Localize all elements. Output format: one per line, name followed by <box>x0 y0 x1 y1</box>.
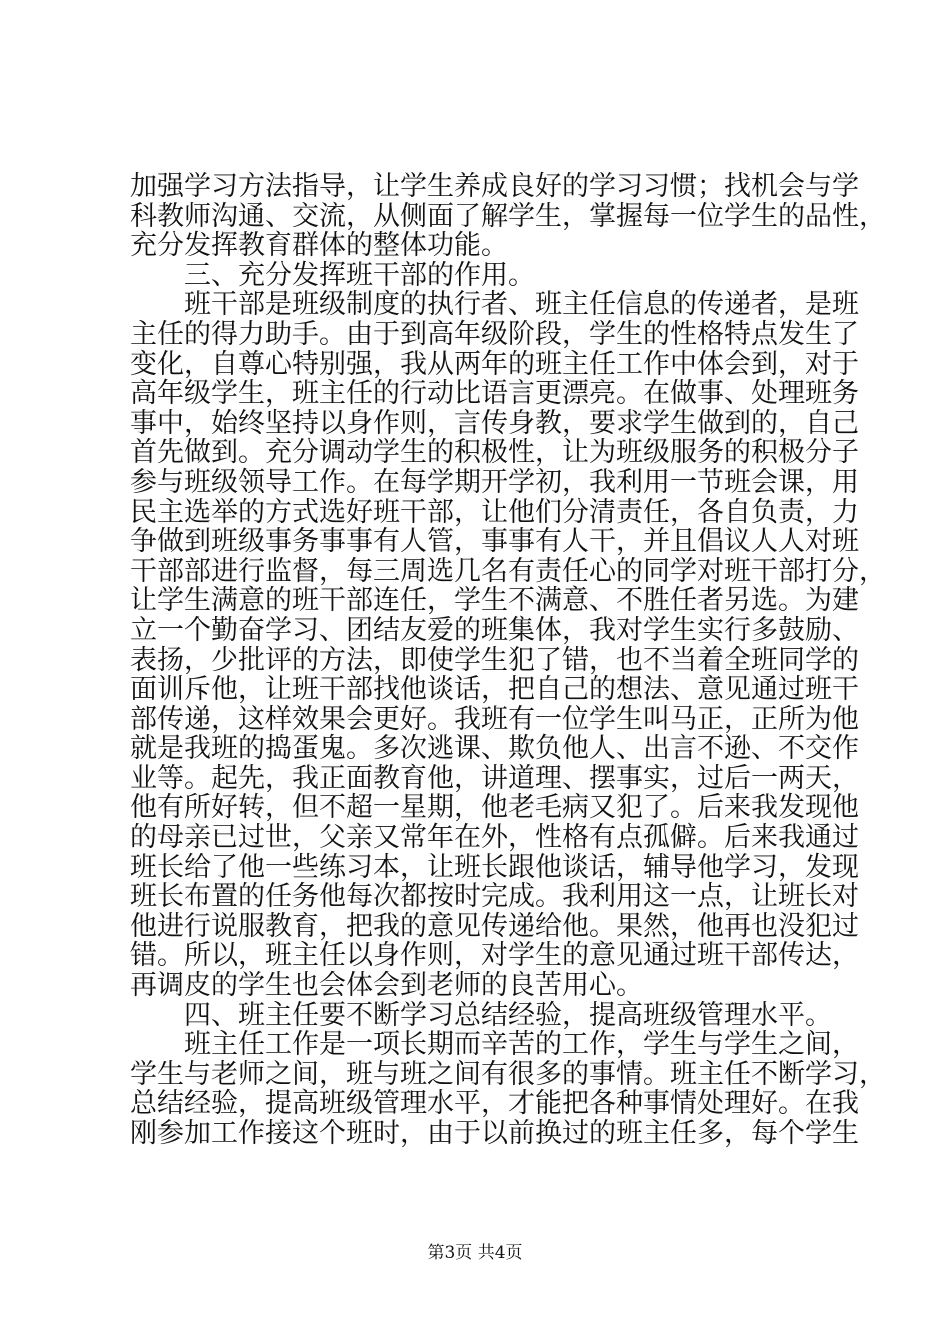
text-line: 变化，自尊心特别强，我从两年的班主任工作中体会到，对于 <box>130 348 859 380</box>
text-line: 首先做到。充分调动学生的积极性，让为班级服务的积极分子 <box>130 437 859 469</box>
text-line: 班干部是班级制度的执行者、班主任信息的传递者，是班 <box>184 289 859 321</box>
text-line: 干部部进行监督，每三周选几名有责任心的同学对班干部打分， <box>130 555 886 587</box>
text-line: 充分发挥教育群体的整体功能。 <box>130 230 508 262</box>
section-heading: 四、班主任要不断学习总结经验，提高班级管理水平。 <box>184 999 832 1031</box>
text-line: 让学生满意的班干部连任，学生不满意、不胜任者另选。为建 <box>130 585 859 617</box>
text-line: 加强学习方法指导，让学生养成良好的学习习惯；找机会与学 <box>130 171 859 202</box>
text-line: 争做到班级事务事事有人管，事事有人干，并且倡议人人对班 <box>130 526 859 558</box>
text-line: 高年级学生，班主任的行动比语言更漂亮。在做事、处理班务 <box>130 378 859 410</box>
text-line: 再调皮的学生也会体会到老师的良苦用心。 <box>130 970 643 1002</box>
text-line: 错。所以，班主任以身作则，对学生的意见通过班干部传达， <box>130 940 859 972</box>
text-line: 总结经验，提高班级管理水平，才能把各种事情处理好。在我 <box>130 1088 859 1120</box>
text-line: 部传递，这样效果会更好。我班有一位学生叫马正，正所为他 <box>130 703 859 735</box>
text-line: 就是我班的捣蛋鬼。多次逃课、欺负他人、出言不逊、不交作 <box>130 733 859 765</box>
text-line: 面训斥他，让班干部找他谈话，把自己的想法、意见通过班干 <box>130 674 859 706</box>
text-line: 班主任工作是一项长期而辛苦的工作，学生与学生之间， <box>184 1029 859 1061</box>
text-line: 他有所好转，但不超一星期，他老毛病又犯了。后来我发现他 <box>130 792 859 824</box>
text-line: 学生与老师之间，班与班之间有很多的事情。班主任不断学习， <box>130 1058 886 1090</box>
section-heading: 三、充分发挥班干部的作用。 <box>184 259 535 291</box>
text-line: 表扬，少批评的方法，即使学生犯了错，也不当着全班同学的 <box>130 644 859 676</box>
text-line: 民主选举的方式选好班干部，让他们分清责任，各自负责，力 <box>130 496 859 528</box>
text-line: 参与班级领导工作。在每学期开学初，我利用一节班会课，用 <box>130 466 859 498</box>
text-line: 班长布置的任务他每次都按时完成。我利用这一点，让班长对 <box>130 881 859 913</box>
page-footer <box>0 1243 950 1263</box>
text-line: 主任的得力助手。由于到高年级阶段，学生的性格特点发生了 <box>130 318 859 350</box>
text-line: 他进行说服教育，把我的意见传递给他。果然，他再也没犯过 <box>130 910 859 942</box>
text-line: 科教师沟通、交流，从侧面了解学生，掌握每一位学生的品性， <box>130 200 886 232</box>
text-line: 立一个勤奋学习、团结友爱的班集体，我对学生实行多鼓励、 <box>130 614 859 646</box>
document-body <box>130 171 886 1149</box>
text-line: 业等。起先，我正面教育他，讲道理、摆事实，过后一两天， <box>130 762 859 794</box>
text-line: 的母亲已过世，父亲又常年在外，性格有点孤僻。后来我通过 <box>130 822 859 854</box>
text-line: 刚参加工作接这个班时，由于以前换过的班主任多，每个学生 <box>130 1118 859 1149</box>
text-line: 班长给了他一些练习本，让班长跟他谈话，辅导他学习，发现 <box>130 851 859 883</box>
text-line: 事中，始终坚持以身作则，言传身教，要求学生做到的，自己 <box>130 407 859 439</box>
page-number: 第3页 共4页 <box>427 1243 523 1263</box>
